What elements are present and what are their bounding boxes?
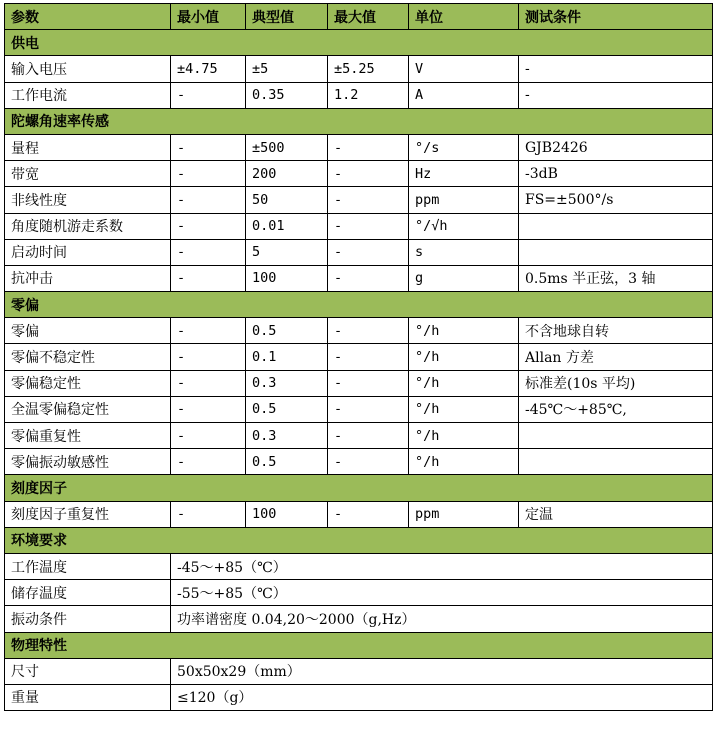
param-cell: 刻度因子重复性 [5, 501, 171, 527]
param-cell: 振动条件 [5, 606, 171, 632]
min-cell: - [171, 370, 246, 396]
min-cell: - [171, 318, 246, 344]
param-cell: 工作温度 [5, 553, 171, 579]
header-unit: 单位 [409, 4, 519, 30]
table-row [5, 370, 713, 396]
header-condition: 测试条件 [519, 4, 713, 30]
max-cell: - [328, 344, 409, 370]
typ-cell: 0.3 [246, 370, 328, 396]
min-cell: - [171, 396, 246, 422]
max-cell: - [328, 187, 409, 213]
min-cell: - [171, 213, 246, 239]
max-cell: ±5.25 [328, 56, 409, 82]
section-header-row [5, 475, 713, 501]
section-header-row [5, 292, 713, 318]
table-row [5, 501, 713, 527]
value-cell: 功率谱密度 0.04,20～2000（g,Hz） [171, 606, 713, 632]
condition-cell: 0.5ms 半正弦，3 轴 [519, 265, 713, 291]
param-cell: 工作电流 [5, 82, 171, 108]
max-cell: - [328, 134, 409, 160]
param-cell: 输入电压 [5, 56, 171, 82]
table-row [5, 318, 713, 344]
typ-cell: 200 [246, 161, 328, 187]
table-row [5, 161, 713, 187]
unit-cell: °/h [409, 396, 519, 422]
section-title: 刻度因子 [5, 475, 713, 501]
value-cell: 50x50x29（mm） [171, 658, 713, 684]
unit-cell: °/h [409, 318, 519, 344]
header-max: 最大值 [328, 4, 409, 30]
table-row [5, 187, 713, 213]
condition-cell: - [519, 82, 713, 108]
param-cell: 零偏稳定性 [5, 370, 171, 396]
table-row [5, 449, 713, 475]
typ-cell: 0.3 [246, 423, 328, 449]
typ-cell: ±5 [246, 56, 328, 82]
typ-cell: 5 [246, 239, 328, 265]
condition-cell: - [519, 56, 713, 82]
typ-cell: ±500 [246, 134, 328, 160]
table-header-row [5, 4, 713, 30]
max-cell: - [328, 265, 409, 291]
max-cell: 1.2 [328, 82, 409, 108]
param-cell: 储存温度 [5, 580, 171, 606]
table-row [5, 684, 713, 710]
section-title: 零偏 [5, 292, 713, 318]
max-cell: - [328, 501, 409, 527]
value-cell: ≤120（g） [171, 684, 713, 710]
table-row [5, 580, 713, 606]
min-cell: - [171, 423, 246, 449]
param-cell: 零偏振动敏感性 [5, 449, 171, 475]
param-cell: 尺寸 [5, 658, 171, 684]
table-row [5, 423, 713, 449]
min-cell: - [171, 449, 246, 475]
typ-cell: 50 [246, 187, 328, 213]
condition-cell: -3dB [519, 161, 713, 187]
typ-cell: 0.5 [246, 318, 328, 344]
param-cell: 带宽 [5, 161, 171, 187]
condition-cell [519, 239, 713, 265]
section-header-row [5, 108, 713, 134]
section-title: 陀螺角速率传感 [5, 108, 713, 134]
condition-cell [519, 423, 713, 449]
param-cell: 非线性度 [5, 187, 171, 213]
min-cell: - [171, 134, 246, 160]
spec-table-body [5, 4, 713, 711]
max-cell: - [328, 213, 409, 239]
typ-cell: 100 [246, 265, 328, 291]
param-cell: 全温零偏稳定性 [5, 396, 171, 422]
unit-cell: °/h [409, 449, 519, 475]
table-row [5, 56, 713, 82]
header-typ: 典型值 [246, 4, 328, 30]
value-cell: -55～+85（℃） [171, 580, 713, 606]
max-cell: - [328, 423, 409, 449]
table-row [5, 134, 713, 160]
typ-cell: 0.35 [246, 82, 328, 108]
table-row [5, 553, 713, 579]
header-param: 参数 [5, 4, 171, 30]
typ-cell: 0.5 [246, 449, 328, 475]
typ-cell: 0.5 [246, 396, 328, 422]
table-row [5, 396, 713, 422]
section-title: 供电 [5, 30, 713, 56]
param-cell: 零偏不稳定性 [5, 344, 171, 370]
table-row [5, 606, 713, 632]
unit-cell: °/h [409, 423, 519, 449]
table-row [5, 658, 713, 684]
param-cell: 角度随机游走系数 [5, 213, 171, 239]
max-cell: - [328, 449, 409, 475]
header-min: 最小值 [171, 4, 246, 30]
param-cell: 重量 [5, 684, 171, 710]
section-title: 环境要求 [5, 527, 713, 553]
unit-cell: °/h [409, 344, 519, 370]
unit-cell: V [409, 56, 519, 82]
condition-cell [519, 449, 713, 475]
condition-cell: 标准差(10s 平均) [519, 370, 713, 396]
max-cell: - [328, 239, 409, 265]
spec-table [4, 3, 713, 711]
condition-cell [519, 213, 713, 239]
condition-cell: GJB2426 [519, 134, 713, 160]
min-cell: - [171, 501, 246, 527]
min-cell: - [171, 344, 246, 370]
unit-cell: ppm [409, 187, 519, 213]
table-row [5, 265, 713, 291]
table-row [5, 239, 713, 265]
unit-cell: g [409, 265, 519, 291]
min-cell: - [171, 239, 246, 265]
section-header-row [5, 632, 713, 658]
param-cell: 抗冲击 [5, 265, 171, 291]
max-cell: - [328, 396, 409, 422]
section-header-row [5, 527, 713, 553]
typ-cell: 100 [246, 501, 328, 527]
param-cell: 启动时间 [5, 239, 171, 265]
table-row [5, 213, 713, 239]
max-cell: - [328, 161, 409, 187]
param-cell: 零偏 [5, 318, 171, 344]
typ-cell: 0.1 [246, 344, 328, 370]
unit-cell: °/h [409, 370, 519, 396]
unit-cell: Hz [409, 161, 519, 187]
min-cell: - [171, 82, 246, 108]
unit-cell: A [409, 82, 519, 108]
min-cell: - [171, 161, 246, 187]
min-cell: - [171, 265, 246, 291]
max-cell: - [328, 370, 409, 396]
section-title: 物理特性 [5, 632, 713, 658]
condition-cell: FS=±500°/s [519, 187, 713, 213]
typ-cell: 0.01 [246, 213, 328, 239]
table-row [5, 82, 713, 108]
unit-cell: °/√h [409, 213, 519, 239]
value-cell: -45～+85（℃） [171, 553, 713, 579]
condition-cell: 不含地球自转 [519, 318, 713, 344]
min-cell: - [171, 187, 246, 213]
section-header-row [5, 30, 713, 56]
condition-cell: -45℃～+85℃, [519, 396, 713, 422]
unit-cell: s [409, 239, 519, 265]
condition-cell: 定温 [519, 501, 713, 527]
condition-cell: Allan 方差 [519, 344, 713, 370]
unit-cell: °/s [409, 134, 519, 160]
table-row [5, 344, 713, 370]
param-cell: 零偏重复性 [5, 423, 171, 449]
min-cell: ±4.75 [171, 56, 246, 82]
max-cell: - [328, 318, 409, 344]
unit-cell: ppm [409, 501, 519, 527]
param-cell: 量程 [5, 134, 171, 160]
